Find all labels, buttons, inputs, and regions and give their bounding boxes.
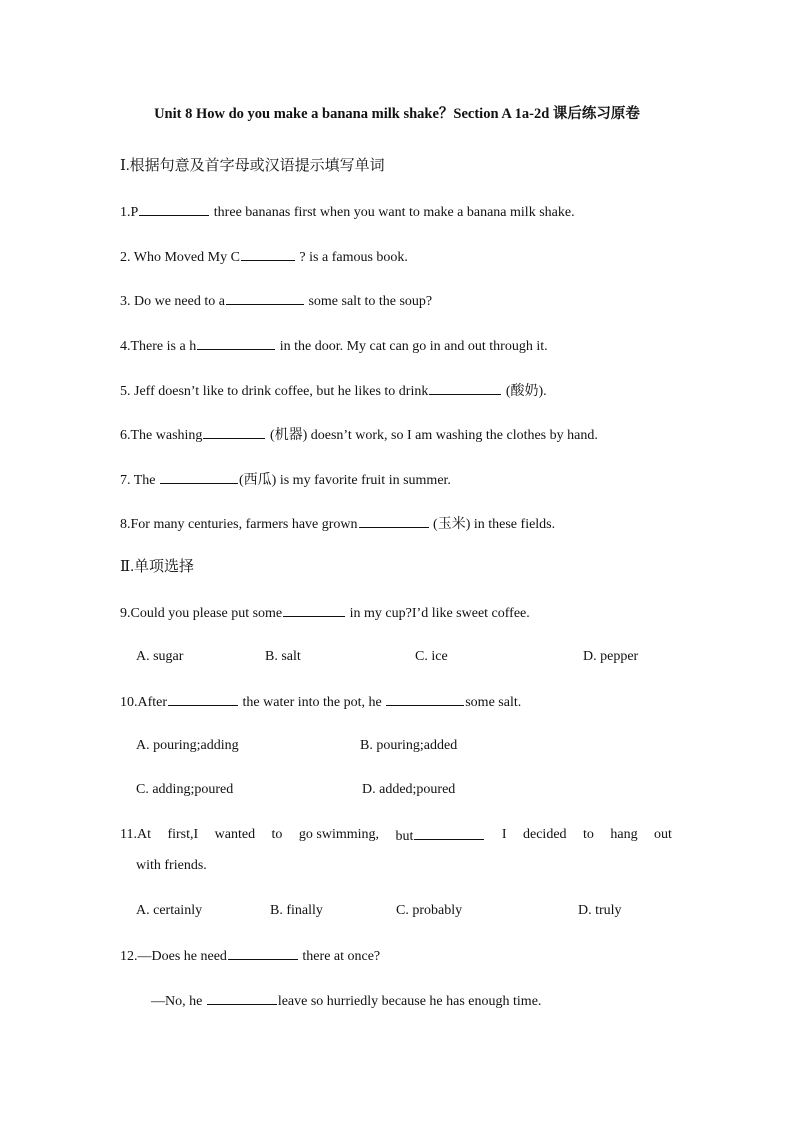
section-heading-2: Ⅱ.单项选择 xyxy=(120,559,194,575)
question-text: 5. Jeff doesn’t like to drink coffee, but he likes to drink xyxy=(120,384,429,399)
option-d[interactable]: D. truly xyxy=(578,903,622,918)
option-b[interactable]: B. pouring;added xyxy=(360,738,458,753)
option-a[interactable]: A. pouring;adding xyxy=(136,738,239,753)
question-text: 4.There is a h xyxy=(120,339,197,354)
option-a[interactable]: A. certainly xyxy=(136,903,203,918)
question-12-answer xyxy=(151,991,541,1011)
question-word: but xyxy=(395,829,414,844)
question-text: in the door. My cat can go in and out through it. xyxy=(276,339,548,354)
option-d[interactable]: D. added;poured xyxy=(362,782,456,797)
option-c[interactable]: C. probably xyxy=(396,903,463,918)
question-word: 11.At xyxy=(120,827,151,842)
option-b[interactable]: B. salt xyxy=(265,649,301,664)
answer-blank[interactable] xyxy=(160,470,238,484)
answer-blank[interactable] xyxy=(359,514,429,528)
answer-blank[interactable] xyxy=(203,425,265,439)
question-4 xyxy=(120,336,548,356)
answer-blank[interactable] xyxy=(414,826,484,840)
answer-blank[interactable] xyxy=(207,991,277,1005)
answer-blank[interactable] xyxy=(197,336,275,350)
question-9 xyxy=(120,603,530,623)
answer-blank[interactable] xyxy=(228,946,298,960)
answer-blank[interactable] xyxy=(283,603,345,617)
question-11 xyxy=(120,826,672,846)
question-text: 9.Could you please put some xyxy=(120,606,283,621)
question-text: some salt to the soup? xyxy=(304,294,433,309)
answer-blank[interactable] xyxy=(139,202,209,216)
question-text: (机器) doesn’t work, so I am washing the clothes by hand. xyxy=(266,428,598,443)
question-text: ? is a famous book. xyxy=(295,250,408,265)
question-word: hang xyxy=(610,827,638,842)
option-c[interactable]: C. adding;poured xyxy=(136,782,234,797)
question-1 xyxy=(120,202,575,222)
question-text: leave so hurriedly because he has enough time. xyxy=(277,994,542,1009)
question-text: (酸奶). xyxy=(502,384,547,399)
question-10 xyxy=(120,692,521,712)
question-text: 3. Do we need to a xyxy=(120,294,225,309)
section-heading-1: Ⅰ.根据句意及首字母或汉语提示填写单词 xyxy=(120,158,385,174)
question-text: in my cup?I’d like sweet coffee. xyxy=(346,606,530,621)
question-2 xyxy=(120,247,408,267)
question-word: go swimming, xyxy=(298,827,380,842)
question-word: out xyxy=(654,827,672,842)
question-8 xyxy=(120,514,555,534)
question-text: 6.The washing xyxy=(120,428,203,443)
question-7 xyxy=(120,470,451,490)
question-text: —No, he xyxy=(151,994,206,1009)
question-text: (西瓜) is my favorite fruit in summer. xyxy=(239,473,451,488)
option-c[interactable]: C. ice xyxy=(415,649,448,664)
question-text: 2. Who Moved My C xyxy=(120,250,240,265)
question-text: the water into the pot, he xyxy=(239,695,386,710)
question-12 xyxy=(120,946,380,966)
question-11-continued: with friends. xyxy=(136,858,207,873)
question-word: decided xyxy=(523,827,567,842)
question-5 xyxy=(120,381,547,401)
answer-blank[interactable] xyxy=(168,692,238,706)
question-6 xyxy=(120,425,598,445)
question-text: some salt. xyxy=(465,695,522,710)
option-d[interactable]: D. pepper xyxy=(583,649,639,664)
question-text: 10.After xyxy=(120,695,168,710)
question-text: 1.P xyxy=(120,205,139,220)
question-word: I xyxy=(501,827,507,842)
question-text: 12.—Does he need xyxy=(120,949,227,964)
answer-blank[interactable] xyxy=(429,381,501,395)
question-text: three bananas first when you want to make a banana milk shake. xyxy=(210,205,575,220)
question-text: (玉米) in these fields. xyxy=(429,517,556,532)
question-text: 7. The xyxy=(120,473,160,488)
answer-blank[interactable] xyxy=(226,291,304,305)
question-word: first,I xyxy=(167,827,199,842)
question-text: there at once? xyxy=(298,949,381,964)
question-word: to xyxy=(271,827,283,842)
option-a[interactable]: A. sugar xyxy=(136,649,184,664)
page-title: Unit 8 How do you make a banana milk shake？Section A 1a-2d 课后练习原卷 xyxy=(154,106,640,122)
answer-blank[interactable] xyxy=(241,247,295,261)
question-3 xyxy=(120,291,432,311)
option-b[interactable]: B. finally xyxy=(270,903,323,918)
answer-blank[interactable] xyxy=(386,692,464,706)
question-word: wanted xyxy=(214,827,256,842)
question-text: 8.For many centuries, farmers have grown xyxy=(120,517,358,532)
question-word: to xyxy=(583,827,594,842)
